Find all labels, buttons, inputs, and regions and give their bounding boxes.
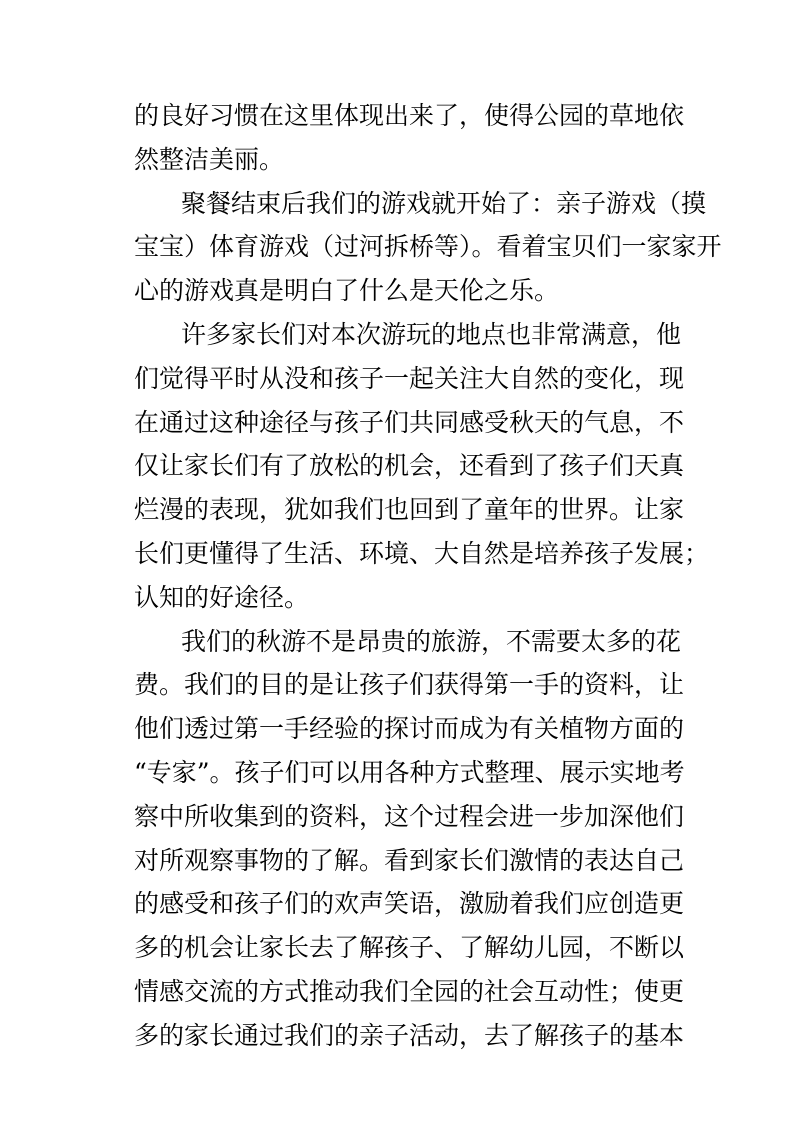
text-line: “专家”。孩子们可以用各种方式整理、展示实地考 — [134, 757, 685, 787]
text-line: 聚餐结束后我们的游戏就开始了：亲子游戏（摸 — [181, 188, 707, 218]
text-line: 认知的好途径。 — [134, 582, 310, 612]
text-line: 长们更懂得了生活、环境、大自然是培养孩子发展； — [134, 538, 710, 568]
text-line: 的良好习惯在这里体现出来了，使得公园的草地依 — [134, 101, 685, 130]
text-line: 我们的秋游不是昂贵的旅游，不需要太多的花 — [181, 626, 682, 656]
text-line: 察中所收集到的资料，这个过程会进一步加深他们 — [134, 801, 685, 831]
text-line: 的感受和孩子们的欢声笑语，激励着我们应创造更 — [134, 889, 685, 919]
text-line: 许多家长们对本次游玩的地点也非常满意，他 — [181, 319, 682, 349]
text-line: 在通过这种途径与孩子们共同感受秋天的气息，不 — [134, 407, 685, 437]
body-text — [134, 94, 722, 1058]
text-line: 烂漫的表现，犹如我们也回到了童年的世界。让家 — [134, 495, 685, 525]
text-line: 情感交流的方式推动我们全园的社会互动性；使更 — [134, 976, 685, 1006]
text-line: 宝宝）体育游戏（过河拆桥等）。看着宝贝们一家家开 — [134, 232, 722, 262]
text-line: 多的家长通过我们的亲子活动，去了解孩子的基本 — [134, 1020, 685, 1050]
text-line: 仅让家长们有了放松的机会，还看到了孩子们天真 — [134, 451, 685, 481]
text-line: 然整洁美丽。 — [134, 144, 285, 174]
text-line: 他们透过第一手经验的探讨而成为有关植物方面的 — [134, 714, 685, 744]
text-line: 费。我们的目的是让孩子们获得第一手的资料，让 — [134, 670, 685, 700]
text-line: 心的游戏真是明白了什么是天伦之乐。 — [134, 276, 560, 306]
text-line: 多的机会让家长去了解孩子、了解幼儿园，不断以 — [134, 933, 685, 963]
text-line: 对所观察事物的了解。看到家长们激情的表达自己 — [134, 845, 685, 875]
text-line: 们觉得平时从没和孩子一起关注大自然的变化，现 — [134, 363, 685, 393]
